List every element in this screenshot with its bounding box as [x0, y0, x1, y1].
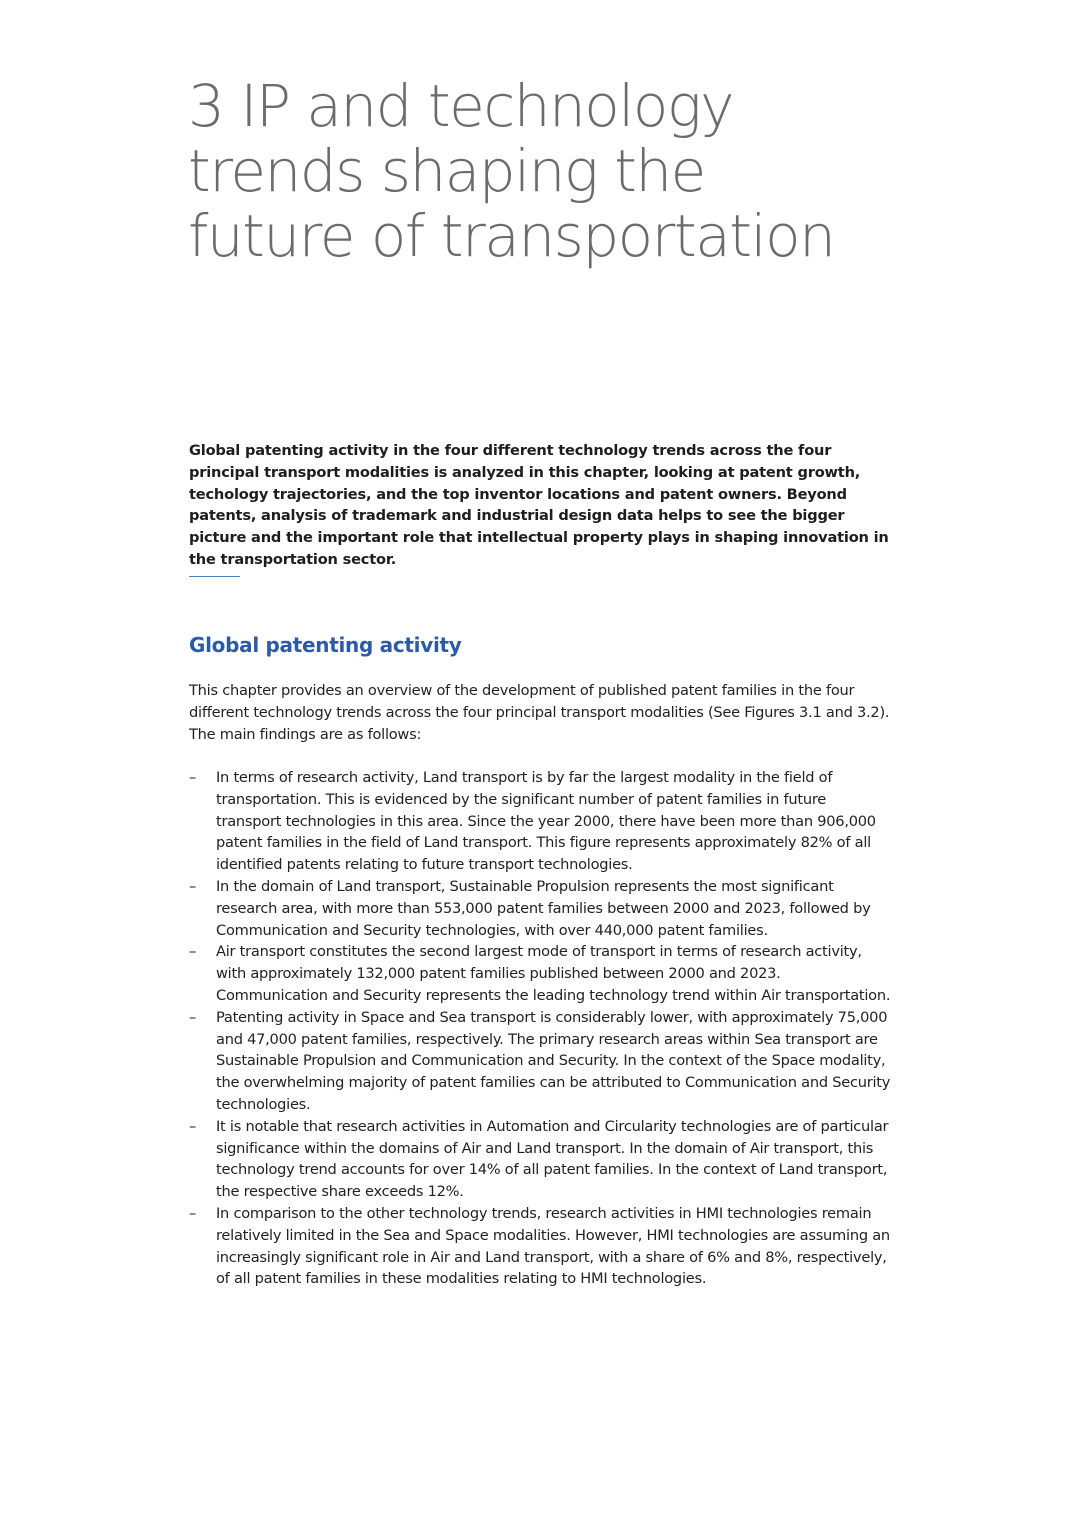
list-item-text: In terms of research activity, Land transport is by far the largest modality in the field of transportation. This is evidenced by the significant number of patent families in future transport technologies in this area. Since the year 2000, there have been more than 906,000 patent families in the field of Land transport. This figure represents approximately 82% of all identified patents relating to future transport technologies.	[216, 769, 876, 874]
section-heading: Global patenting activity	[189, 633, 462, 657]
list-item	[189, 941, 894, 1006]
chapter-title	[188, 74, 1008, 269]
bullet-dash: –	[189, 943, 197, 961]
list-item	[189, 767, 894, 876]
list-item-text: It is notable that research activities in Automation and Circularity technologies are of particular significance within the domains of Air and Land transport. In the domain of Air transport, this technology trend accounts for over 14% of all patent families. In the context of Land transport, the respective share exceeds 12%.	[216, 1117, 889, 1201]
chapter-intro: Global patenting activity in the four different technology trends across the four principal transport modalities is analyzed in this chapter, looking at patent growth, techology trajectories, and the top inventor locations and patent owners. Beyond patents, analysis of trademark and industrial design data helps to see the bigger picture and the important role that intellectual property plays in shaping innovation in the transportation sector.	[189, 442, 889, 568]
bullet-dash: –	[189, 1117, 197, 1135]
bullet-dash: –	[189, 1008, 197, 1026]
chapter-title-line-1: 3 IP and technology	[188, 72, 733, 140]
bullet-dash: –	[189, 877, 197, 895]
chapter-title-line-3: future of transportation	[188, 202, 835, 270]
findings-list	[189, 767, 894, 1290]
bullet-dash: –	[189, 1204, 197, 1222]
list-item	[189, 876, 894, 941]
list-item-text: Patenting activity in Space and Sea transport is considerably lower, with approximately 75,000 and 47,000 patent families, respectively. The primary research areas within Sea transport are Sustainable Propulsion and Communication and Security. In the context of the Space modality, the overwhelming majority of patent families can be attributed to Communication and Security technologies.	[216, 1008, 891, 1113]
list-item-text: Air transport constitutes the second largest mode of transport in terms of research activity, with approximately 132,000 patent families published between 2000 and 2023. Communication and Security represents the leading technology trend within Air transportation.	[216, 943, 891, 1004]
list-item	[189, 1116, 894, 1203]
bullet-dash: –	[189, 769, 197, 786]
chapter-title-line-2: trends shaping the	[188, 137, 705, 205]
section-paragraph: This chapter provides an overview of the development of published patent families in the four different technology trends across the four principal transport modalities (See Figures 3.1 and 3.2). The main findings are as follows:	[189, 682, 890, 743]
list-item	[189, 1203, 894, 1290]
section-divider	[189, 576, 240, 577]
list-item-text: In the domain of Land transport, Sustainable Propulsion represents the most significant research area, with more than 553,000 patent families between 2000 and 2023, followed by Communication and Security technologies, with over 440,000 patent families.	[216, 877, 871, 939]
list-item	[189, 1007, 894, 1116]
list-item-text: In comparison to the other technology trends, research activities in HMI technologies remain relatively limited in the Sea and Space modalities. However, HMI technologies are assuming an increasingly significant role in Air and Land transport, with a share of 6% and 8%, respectively, of all patent families in these modalities relating to HMI technologies.	[216, 1204, 890, 1288]
